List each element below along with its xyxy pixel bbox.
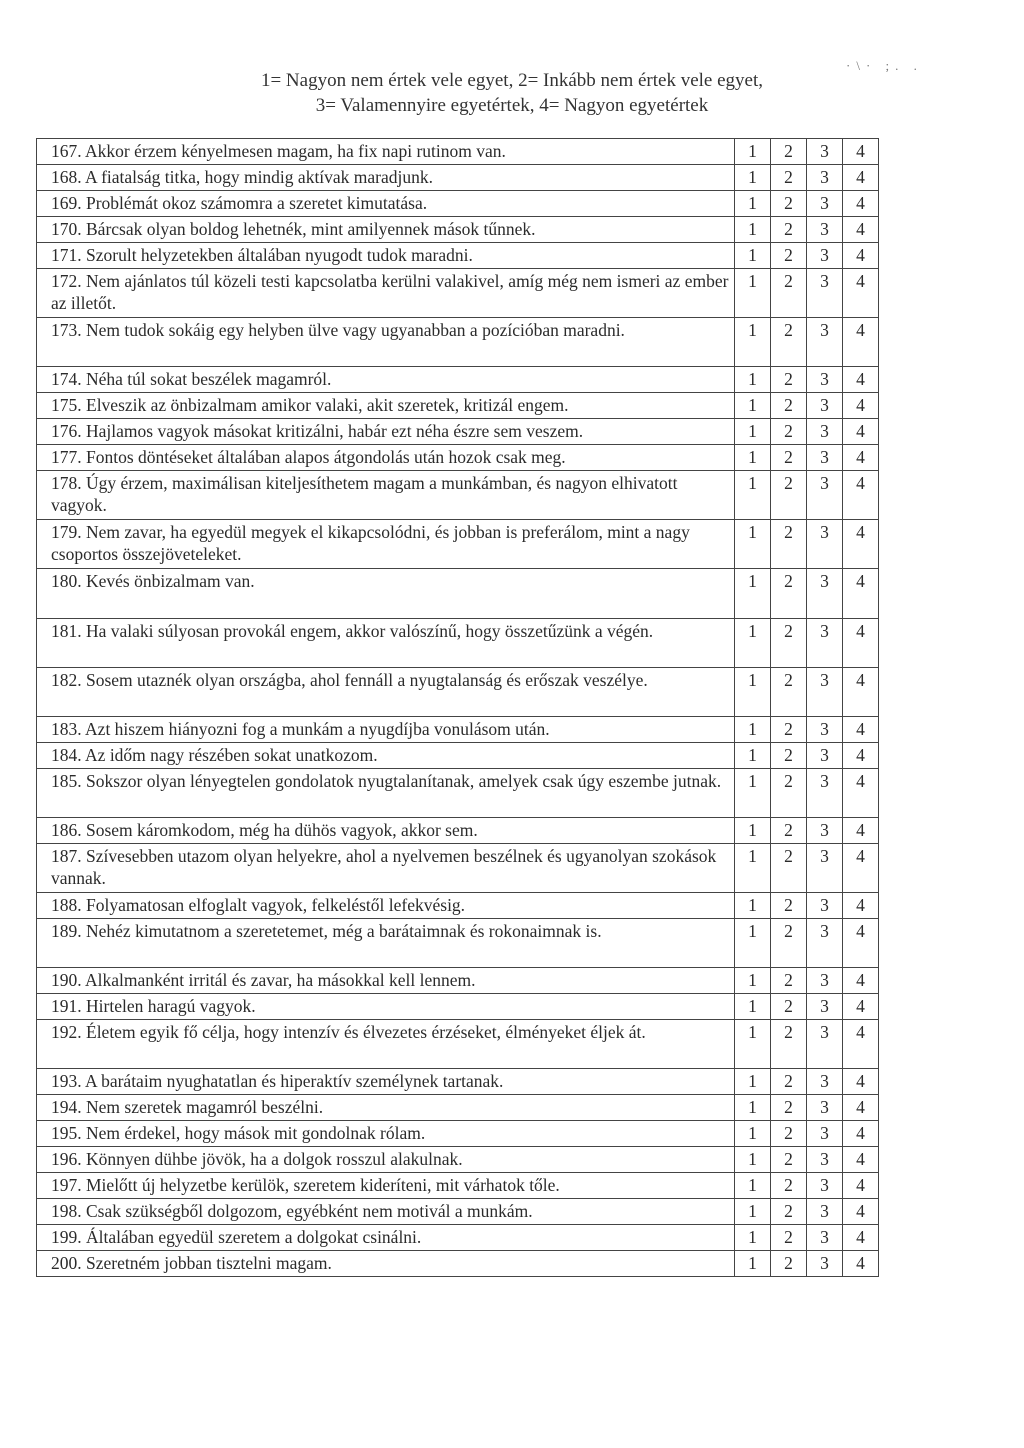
rating-option-4[interactable]: 4 [843, 994, 879, 1020]
rating-option-2[interactable]: 2 [771, 994, 807, 1020]
rating-option-1[interactable]: 1 [735, 393, 771, 419]
rating-option-4[interactable]: 4 [843, 1020, 879, 1069]
rating-option-4[interactable]: 4 [843, 165, 879, 191]
question-text: 170. Bárcsak olyan boldog lehetnék, mint amilyennek mások tűnnek. [37, 217, 735, 243]
rating-option-4[interactable]: 4 [843, 668, 879, 717]
rating-option-3[interactable]: 3 [807, 743, 843, 769]
question-text: 167. Akkor érzem kényelmesen magam, ha fix napi rutinom van. [37, 139, 735, 165]
rating-option-1[interactable]: 1 [735, 471, 771, 520]
rating-option-2[interactable]: 2 [771, 393, 807, 419]
question-text: 188. Folyamatosan elfoglalt vagyok, felkeléstől lefekvésig. [37, 893, 735, 919]
rating-option-1[interactable]: 1 [735, 743, 771, 769]
rating-option-2[interactable]: 2 [771, 367, 807, 393]
rating-option-1[interactable]: 1 [735, 569, 771, 619]
rating-option-4[interactable]: 4 [843, 919, 879, 968]
rating-option-2[interactable]: 2 [771, 919, 807, 968]
rating-option-3[interactable]: 3 [807, 1069, 843, 1095]
question-text: 195. Nem érdekel, hogy mások mit gondolnak rólam. [37, 1121, 735, 1147]
table-row [37, 191, 879, 217]
rating-option-1[interactable]: 1 [735, 1095, 771, 1121]
table-row [37, 893, 879, 919]
question-text: 185. Sokszor olyan lényegtelen gondolatok nyugtalanítanak, amelyek csak úgy eszembe jutnak. [37, 769, 735, 818]
rating-option-4[interactable]: 4 [843, 743, 879, 769]
legend-line-1: 1= Nagyon nem értek vele egyet, 2= Inkább nem értek vele egyet, [260, 70, 764, 91]
rating-option-1[interactable]: 1 [735, 1225, 771, 1251]
rating-option-2[interactable]: 2 [771, 743, 807, 769]
rating-option-4[interactable]: 4 [843, 968, 879, 994]
rating-option-1[interactable]: 1 [735, 994, 771, 1020]
rating-option-3[interactable]: 3 [807, 191, 843, 217]
rating-option-4[interactable]: 4 [843, 419, 879, 445]
rating-option-3[interactable]: 3 [807, 471, 843, 520]
table-row [37, 844, 879, 893]
rating-option-4[interactable]: 4 [843, 217, 879, 243]
rating-option-1[interactable]: 1 [735, 1251, 771, 1277]
rating-option-4[interactable]: 4 [843, 1095, 879, 1121]
table-row [37, 968, 879, 994]
rating-option-4[interactable]: 4 [843, 243, 879, 269]
rating-option-2[interactable]: 2 [771, 471, 807, 520]
question-text: 189. Nehéz kimutatnom a szeretetemet, még a barátaimnak és rokonaimnak is. [37, 919, 735, 968]
rating-option-3[interactable]: 3 [807, 1121, 843, 1147]
rating-option-4[interactable]: 4 [843, 367, 879, 393]
rating-option-2[interactable]: 2 [771, 1095, 807, 1121]
question-text: 183. Azt hiszem hiányozni fog a munkám a nyugdíjba vonulásom után. [37, 717, 735, 743]
table-row [37, 393, 879, 419]
table-row [37, 717, 879, 743]
rating-option-3[interactable]: 3 [807, 243, 843, 269]
rating-option-4[interactable]: 4 [843, 318, 879, 367]
table-row [37, 269, 879, 318]
table-row [37, 217, 879, 243]
rating-option-2[interactable]: 2 [771, 243, 807, 269]
rating-option-2[interactable]: 2 [771, 717, 807, 743]
question-text: 173. Nem tudok sokáig egy helyben ülve vagy ugyanabban a pozícióban maradni. [37, 318, 735, 367]
rating-option-3[interactable]: 3 [807, 165, 843, 191]
rating-option-4[interactable]: 4 [843, 619, 879, 668]
table-row [37, 994, 879, 1020]
rating-option-4[interactable]: 4 [843, 1173, 879, 1199]
question-text: 187. Szívesebben utazom olyan helyekre, ahol a nyelvemen beszélnek és ugyanolyan szokások vannak. [37, 844, 735, 893]
rating-option-4[interactable]: 4 [843, 520, 879, 569]
rating-option-3[interactable]: 3 [807, 994, 843, 1020]
rating-option-1[interactable]: 1 [735, 1069, 771, 1095]
rating-option-4[interactable]: 4 [843, 393, 879, 419]
rating-option-2[interactable]: 2 [771, 668, 807, 717]
rating-option-4[interactable]: 4 [843, 1225, 879, 1251]
table-row [37, 1147, 879, 1173]
rating-option-3[interactable]: 3 [807, 139, 843, 165]
table-row [37, 367, 879, 393]
question-text: 177. Fontos döntéseket általában alapos átgondolás után hozok csak meg. [37, 445, 735, 471]
rating-option-3[interactable]: 3 [807, 1173, 843, 1199]
table-row [37, 668, 879, 717]
rating-option-1[interactable]: 1 [735, 217, 771, 243]
table-row [37, 1020, 879, 1069]
rating-option-3[interactable]: 3 [807, 844, 843, 893]
table-row [37, 1251, 879, 1277]
rating-option-4[interactable]: 4 [843, 1251, 879, 1277]
rating-option-3[interactable]: 3 [807, 520, 843, 569]
question-text: 184. Az időm nagy részében sokat unatkozom. [37, 743, 735, 769]
rating-option-3[interactable]: 3 [807, 619, 843, 668]
question-text: 169. Problémát okoz számomra a szeretet kimutatása. [37, 191, 735, 217]
table-row [37, 1173, 879, 1199]
rating-option-1[interactable]: 1 [735, 318, 771, 367]
rating-option-2[interactable]: 2 [771, 165, 807, 191]
rating-option-1[interactable]: 1 [735, 191, 771, 217]
rating-option-2[interactable]: 2 [771, 318, 807, 367]
table-row [37, 818, 879, 844]
question-text: 179. Nem zavar, ha egyedül megyek el kikapcsolódni, és jobban is preferálom, mint a nagy csoportos összejöveteleket. [37, 520, 735, 569]
rating-option-2[interactable]: 2 [771, 893, 807, 919]
rating-option-3[interactable]: 3 [807, 393, 843, 419]
rating-option-2[interactable]: 2 [771, 569, 807, 619]
rating-option-3[interactable]: 3 [807, 818, 843, 844]
rating-option-3[interactable]: 3 [807, 893, 843, 919]
rating-option-3[interactable]: 3 [807, 269, 843, 318]
rating-option-1[interactable]: 1 [735, 1121, 771, 1147]
question-text: 190. Alkalmanként irritál és zavar, ha másokkal kell lennem. [37, 968, 735, 994]
rating-option-2[interactable]: 2 [771, 191, 807, 217]
question-text: 182. Sosem utaznék olyan országba, ahol fennáll a nyugtalanság és erőszak veszélye. [37, 668, 735, 717]
rating-option-3[interactable]: 3 [807, 569, 843, 619]
rating-option-1[interactable]: 1 [735, 1199, 771, 1225]
question-text: 198. Csak szükségből dolgozom, egyébként nem motivál a munkám. [37, 1199, 735, 1225]
rating-option-2[interactable]: 2 [771, 520, 807, 569]
rating-option-3[interactable]: 3 [807, 445, 843, 471]
table-row [37, 165, 879, 191]
rating-option-1[interactable]: 1 [735, 919, 771, 968]
rating-option-4[interactable]: 4 [843, 269, 879, 318]
rating-option-4[interactable]: 4 [843, 893, 879, 919]
table-row [37, 619, 879, 668]
rating-option-3[interactable]: 3 [807, 1095, 843, 1121]
rating-option-4[interactable]: 4 [843, 844, 879, 893]
rating-option-3[interactable]: 3 [807, 217, 843, 243]
rating-option-2[interactable]: 2 [771, 419, 807, 445]
rating-option-4[interactable]: 4 [843, 769, 879, 818]
rating-scale-legend [0, 68, 1024, 118]
questionnaire-table [36, 138, 879, 1277]
table-row [37, 139, 879, 165]
rating-option-1[interactable]: 1 [735, 243, 771, 269]
table-row [37, 569, 879, 619]
rating-option-3[interactable]: 3 [807, 1251, 843, 1277]
rating-option-2[interactable]: 2 [771, 1199, 807, 1225]
question-text: 191. Hirtelen haragú vagyok. [37, 994, 735, 1020]
rating-option-4[interactable]: 4 [843, 1147, 879, 1173]
question-text: 178. Úgy érzem, maximálisan kiteljesíthetem magam a munkámban, és nagyon elhivatott vagyok. [37, 471, 735, 520]
rating-option-1[interactable]: 1 [735, 367, 771, 393]
rating-option-3[interactable]: 3 [807, 1020, 843, 1069]
rating-option-2[interactable]: 2 [771, 844, 807, 893]
rating-option-2[interactable]: 2 [771, 769, 807, 818]
rating-option-3[interactable]: 3 [807, 717, 843, 743]
rating-option-4[interactable]: 4 [843, 1069, 879, 1095]
rating-option-1[interactable]: 1 [735, 844, 771, 893]
rating-option-4[interactable]: 4 [843, 191, 879, 217]
rating-option-2[interactable]: 2 [771, 968, 807, 994]
rating-option-4[interactable]: 4 [843, 569, 879, 619]
rating-option-1[interactable]: 1 [735, 419, 771, 445]
rating-option-1[interactable]: 1 [735, 668, 771, 717]
question-text: 175. Elveszik az önbizalmam amikor valaki, akit szeretek, kritizál engem. [37, 393, 735, 419]
rating-option-4[interactable]: 4 [843, 1121, 879, 1147]
rating-option-2[interactable]: 2 [771, 217, 807, 243]
rating-option-4[interactable]: 4 [843, 818, 879, 844]
table-row [37, 445, 879, 471]
rating-option-3[interactable]: 3 [807, 419, 843, 445]
rating-option-3[interactable]: 3 [807, 367, 843, 393]
rating-option-1[interactable]: 1 [735, 445, 771, 471]
scan-marks: ·\· ;. . [846, 58, 923, 73]
question-text: 176. Hajlamos vagyok másokat kritizálni, habár ezt néha észre sem veszem. [37, 419, 735, 445]
rating-option-1[interactable]: 1 [735, 818, 771, 844]
question-text: 168. A fiatalság titka, hogy mindig aktívak maradjunk. [37, 165, 735, 191]
rating-option-1[interactable]: 1 [735, 968, 771, 994]
table-row [37, 1095, 879, 1121]
table-row [37, 1199, 879, 1225]
table-row [37, 1069, 879, 1095]
rating-option-2[interactable]: 2 [771, 1020, 807, 1069]
rating-option-1[interactable]: 1 [735, 1147, 771, 1173]
rating-option-2[interactable]: 2 [771, 1069, 807, 1095]
question-text: 181. Ha valaki súlyosan provokál engem, akkor valószínű, hogy összetűzünk a végén. [37, 619, 735, 668]
table-row [37, 769, 879, 818]
table-row [37, 318, 879, 367]
table-row [37, 1121, 879, 1147]
legend-line-2: 3= Valamennyire egyetértek, 4= Nagyon egyetértek [315, 95, 709, 116]
rating-option-3[interactable]: 3 [807, 919, 843, 968]
table-row [37, 520, 879, 569]
rating-option-1[interactable]: 1 [735, 165, 771, 191]
table-row [37, 243, 879, 269]
rating-option-1[interactable]: 1 [735, 520, 771, 569]
rating-option-2[interactable]: 2 [771, 1121, 807, 1147]
table-row [37, 919, 879, 968]
table-row [37, 471, 879, 520]
question-text: 192. Életem egyik fő célja, hogy intenzív és élvezetes érzéseket, élményeket éljek át. [37, 1020, 735, 1069]
rating-option-4[interactable]: 4 [843, 139, 879, 165]
rating-option-2[interactable]: 2 [771, 1251, 807, 1277]
rating-option-3[interactable]: 3 [807, 668, 843, 717]
question-text: 193. A barátaim nyughatatlan és hiperaktív személynek tartanak. [37, 1069, 735, 1095]
rating-option-1[interactable]: 1 [735, 1173, 771, 1199]
question-text: 180. Kevés önbizalmam van. [37, 569, 735, 619]
question-text: 197. Mielőtt új helyzetbe kerülök, szeretem kideríteni, mit várhatok tőle. [37, 1173, 735, 1199]
rating-option-1[interactable]: 1 [735, 717, 771, 743]
rating-option-4[interactable]: 4 [843, 445, 879, 471]
rating-option-3[interactable]: 3 [807, 1147, 843, 1173]
rating-option-1[interactable]: 1 [735, 269, 771, 318]
question-text: 199. Általában egyedül szeretem a dolgokat csinálni. [37, 1225, 735, 1251]
rating-option-3[interactable]: 3 [807, 1225, 843, 1251]
rating-option-2[interactable]: 2 [771, 139, 807, 165]
rating-option-2[interactable]: 2 [771, 1147, 807, 1173]
question-text: 174. Néha túl sokat beszélek magamról. [37, 367, 735, 393]
table-row [37, 743, 879, 769]
rating-option-2[interactable]: 2 [771, 818, 807, 844]
question-text: 196. Könnyen dühbe jövök, ha a dolgok rosszul alakulnak. [37, 1147, 735, 1173]
rating-option-1[interactable]: 1 [735, 619, 771, 668]
rating-option-3[interactable]: 3 [807, 318, 843, 367]
question-text: 200. Szeretném jobban tisztelni magam. [37, 1251, 735, 1277]
question-text: 186. Sosem káromkodom, még ha dühös vagyok, akkor sem. [37, 818, 735, 844]
rating-option-1[interactable]: 1 [735, 769, 771, 818]
rating-option-1[interactable]: 1 [735, 139, 771, 165]
rating-option-4[interactable]: 4 [843, 471, 879, 520]
rating-option-2[interactable]: 2 [771, 445, 807, 471]
rating-option-1[interactable]: 1 [735, 893, 771, 919]
rating-option-2[interactable]: 2 [771, 1173, 807, 1199]
rating-option-4[interactable]: 4 [843, 717, 879, 743]
rating-option-2[interactable]: 2 [771, 1225, 807, 1251]
rating-option-3[interactable]: 3 [807, 769, 843, 818]
table-row [37, 419, 879, 445]
rating-option-1[interactable]: 1 [735, 1020, 771, 1069]
question-text: 171. Szorult helyzetekben általában nyugodt tudok maradni. [37, 243, 735, 269]
rating-option-2[interactable]: 2 [771, 619, 807, 668]
rating-option-2[interactable]: 2 [771, 269, 807, 318]
question-text: 194. Nem szeretek magamról beszélni. [37, 1095, 735, 1121]
table-row [37, 1225, 879, 1251]
rating-option-4[interactable]: 4 [843, 1199, 879, 1225]
rating-option-3[interactable]: 3 [807, 968, 843, 994]
rating-option-3[interactable]: 3 [807, 1199, 843, 1225]
question-text: 172. Nem ajánlatos túl közeli testi kapcsolatba kerülni valakivel, amíg még nem ismeri az ember az illetőt. [37, 269, 735, 318]
